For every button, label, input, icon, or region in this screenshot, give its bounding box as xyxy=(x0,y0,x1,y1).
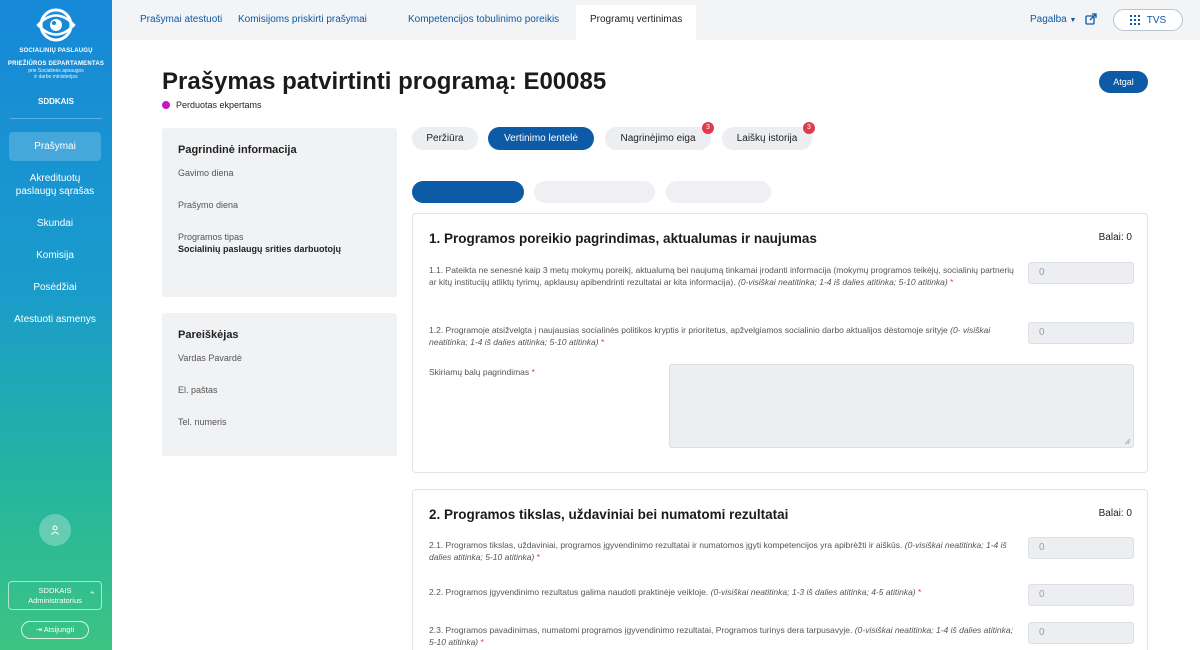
tab-nagrinejimo-eiga-label: Nagrinėjimo eiga xyxy=(620,133,696,144)
criterion-hint: (0-visiškai neatitinka; 1-4 iš dalies atitinka; 5-10 atitinka) xyxy=(429,540,1007,562)
required-mark: * xyxy=(950,277,954,287)
criterion-hint: (0-visiškai neatitinka; 1-4 iš dalies atitinka; 5-10 atitinka) xyxy=(737,277,948,287)
program-type-label: Programos tipas xyxy=(178,232,244,242)
required-mark: * xyxy=(601,337,605,347)
sidebar-item-atestuoti-asmenys[interactable]: Atestuoti asmenys xyxy=(14,314,96,325)
tab-komisijoms-priskirti[interactable]: Komisijoms priskirti prašymai xyxy=(238,14,367,25)
eye-logo-icon xyxy=(32,8,80,42)
help-menu[interactable] xyxy=(1030,14,1076,25)
sidebar xyxy=(0,0,112,650)
received-date-label: Gavimo diena xyxy=(178,168,234,178)
grid-icon xyxy=(1130,15,1140,25)
tab-programu-vertinimas[interactable]: Programų vertinimas xyxy=(576,5,696,40)
org-name: SDDKAIS xyxy=(37,97,74,106)
sidebar-item-skundai[interactable]: Skundai xyxy=(36,218,74,229)
sidebar-item-posedziai[interactable]: Posėdžiai xyxy=(33,282,77,293)
evaluation-section-1 xyxy=(412,213,1148,473)
resize-grip-icon[interactable] xyxy=(1124,438,1131,445)
status-label: Perduotas ekpertams xyxy=(176,100,262,110)
system-switch-button[interactable] xyxy=(1113,9,1183,31)
step-pill[interactable] xyxy=(666,181,771,203)
top-bar xyxy=(112,0,1200,40)
phone-label: Tel. numeris xyxy=(178,417,227,427)
user-org: SDDKAIS xyxy=(38,586,72,595)
program-type-value: Socialinių paslaugų srities darbuotojų xyxy=(178,244,342,254)
justification-label: Skiriamų balų pagrindimas xyxy=(429,367,530,377)
score-input-2-1[interactable]: 0 xyxy=(1028,537,1134,559)
step-pill[interactable] xyxy=(534,181,655,203)
criterion-1-2 xyxy=(429,324,1019,348)
user-icon xyxy=(50,525,60,535)
applicant-card xyxy=(162,313,397,456)
logout-label: Atsijungti xyxy=(43,625,75,634)
logo xyxy=(0,8,112,80)
criterion-text: 2.3. Programos pavadinimas, numatomi programos įgyvendinimo rezultatai, Programos turinys dera tarpusavyje. xyxy=(429,625,853,635)
criterion-text: 2.1. Programos tikslas, uždaviniai, programos įgyvendinimo rezultatai ir numatomos įgyti kompetencijos yra apibrėžti ir aiškūs. xyxy=(429,540,903,550)
criterion-text: 2.2. Programos įgyvendinimo rezultatus galima naudoti praktinėje veikloje. xyxy=(429,587,709,597)
logout-icon: ⇥ xyxy=(35,625,43,634)
required-mark: * xyxy=(536,552,541,562)
logo-text-1: SOCIALINIŲ PASLAUGŲ xyxy=(19,48,93,54)
logo-text-3: prie Socialinės apsaugos xyxy=(28,68,84,74)
request-date-label: Prašymo diena xyxy=(178,200,239,210)
criterion-hint: (0- visiškai neatitinka; 1-4 iš dalies atitinka; 5-10 atitinka) xyxy=(429,325,991,347)
tab-kompetencijos-tobulinimo[interactable]: Kompetencijos tobulinimo poreikis xyxy=(408,14,560,25)
logo-text-4: ir darbo ministerijos xyxy=(34,74,78,80)
caret-down-icon: ▼ xyxy=(1069,17,1077,24)
score-input-2-3[interactable]: 0 xyxy=(1028,622,1134,644)
back-button[interactable]: Atgal xyxy=(1099,71,1148,93)
tab-nagrinejimo-eiga[interactable] xyxy=(605,124,711,150)
section-title: 1. Programos poreikio pagrindimas, aktualumas ir naujumas xyxy=(429,231,817,246)
applicant-title: Pareiškėjas xyxy=(178,329,239,341)
sidebar-nav xyxy=(9,132,101,337)
user-menu[interactable] xyxy=(8,581,102,610)
justification-label-row xyxy=(429,366,649,378)
section-score: Balai: 0 xyxy=(1098,232,1132,243)
criterion-2-3 xyxy=(429,624,1019,648)
chevron-up-icon: ⌃ xyxy=(88,590,96,600)
sidebar-item-akredituotu-paslaugu[interactable]: Akredituotų paslaugų sąrašas xyxy=(15,173,95,197)
avatar[interactable] xyxy=(39,514,71,546)
section-score: Balai: 0 xyxy=(1098,508,1132,519)
tab-laisku-istorija-label: Laiškų istorija xyxy=(736,133,798,144)
required-mark: * xyxy=(918,587,922,597)
logo-text-2: PRIEŽIŪROS DEPARTAMENTAS xyxy=(7,61,105,67)
status-badge xyxy=(162,100,262,110)
system-label: TVS xyxy=(1146,14,1167,26)
sidebar-item-prasymai[interactable]: Prašymai xyxy=(9,132,101,161)
divider xyxy=(10,118,102,119)
tab-laisku-istorija[interactable] xyxy=(722,124,812,150)
tab-perziura[interactable]: Peržiūra xyxy=(412,127,478,150)
justification-textarea[interactable] xyxy=(669,364,1134,448)
notification-badge: 3 xyxy=(803,122,815,134)
section-title: 2. Programos tikslas, uždaviniai bei numatomi rezultatai xyxy=(429,507,789,522)
email-label: El. paštas xyxy=(178,385,218,395)
tab-vertinimo-lentele[interactable]: Vertinimo lentelė xyxy=(488,127,594,150)
sidebar-item-komisija[interactable]: Komisija xyxy=(36,250,74,261)
score-input-1-2[interactable]: 0 xyxy=(1028,322,1134,344)
page-title: Prašymas patvirtinti programą: E00085 xyxy=(162,68,607,95)
score-input-2-2[interactable]: 0 xyxy=(1028,584,1134,606)
main-info-title: Pagrindinė informacija xyxy=(178,144,297,156)
status-dot xyxy=(162,101,170,109)
criterion-text: 1.1. Pateikta ne senesnė kaip 3 metų mokymų poreikį, aktualumą bei naujumą tinkamai įrodanti informacija (mokymų programos teikėjų, socialinių partnerių ar kitų institucijų atliktų tyrimų, apklausų apibendrinti rezultatai ar kita informacija). xyxy=(429,265,1014,287)
required-mark: * xyxy=(480,637,484,647)
help-label: Pagalba xyxy=(1030,14,1067,25)
criterion-hint: (0-visiškai neatitinka; 1-4 iš dalies atitinka; 5-10 atitinka) xyxy=(429,625,1013,647)
criterion-2-1 xyxy=(429,539,1019,563)
criterion-1-1 xyxy=(429,264,1019,288)
logout-button[interactable] xyxy=(21,621,89,639)
score-input-1-1[interactable]: 0 xyxy=(1028,262,1134,284)
criterion-text: 1.2. Programoje atsižvelgta į naujausias socialinės politikos kryptis ir prioritetus, apžvelgiamos socialinio darbo aktualijos dėstomoje srityje xyxy=(429,325,948,335)
criterion-hint: (0-visiškai neatitinka; 1-3 iš dalies atitinka; 4-5 atitinka) xyxy=(710,587,916,597)
share-icon[interactable] xyxy=(1085,13,1097,25)
step-pill-active[interactable] xyxy=(412,181,524,203)
user-role: Administratorius xyxy=(28,596,82,605)
name-label: Vardas Pavardė xyxy=(178,353,242,363)
evaluation-section-2 xyxy=(412,489,1148,650)
criterion-2-2 xyxy=(429,586,1019,598)
tab-prasymai-atestuoti[interactable]: Prašymai atestuoti xyxy=(140,14,223,25)
required-mark: * xyxy=(531,367,535,377)
main-info-card xyxy=(162,128,397,297)
notification-badge: 3 xyxy=(702,122,714,134)
